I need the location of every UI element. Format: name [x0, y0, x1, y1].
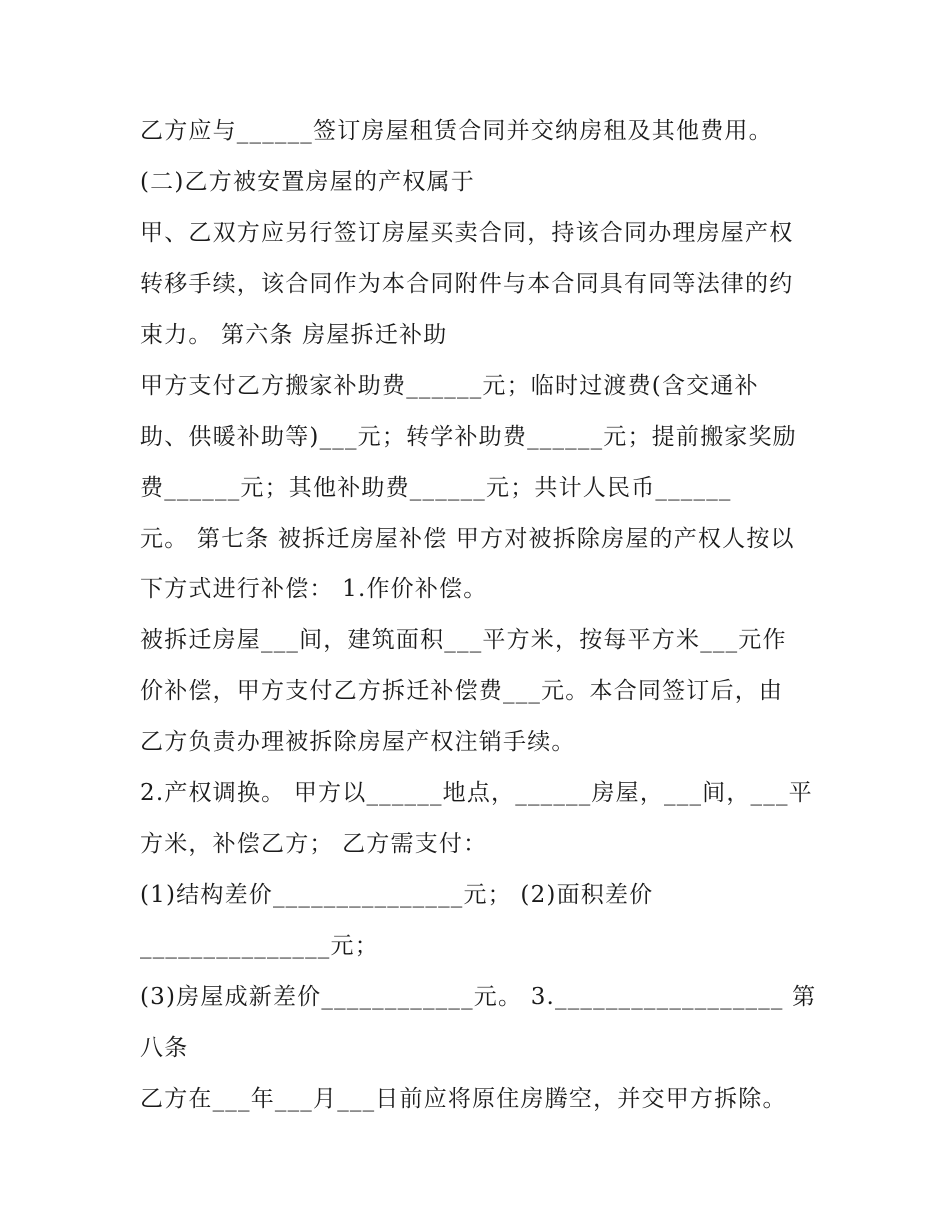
text-line: 元。 第七条 被拆迁房屋补偿 甲方对被拆除房屋的产权人按以	[140, 526, 795, 552]
text-line: 八条	[140, 1035, 189, 1061]
text-line: 下方式进行补偿： 1.作价补偿。	[140, 576, 488, 602]
text-line: _______________元；	[140, 933, 379, 959]
text-line: 费______元；其他补助费______元；共计人民币______	[140, 475, 732, 501]
text-line: 方米，补偿乙方； 乙方需支付：	[140, 831, 488, 857]
text-line: (二)乙方被安置房屋的产权属于	[140, 169, 475, 195]
text-line: (1)结构差价_______________元； (2)面积差价	[140, 882, 654, 908]
text-line: 价补偿，甲方支付乙方拆迁补偿费___元。本合同签订后，由	[140, 678, 784, 704]
text-line: 甲、乙双方应另行签订房屋买卖合同，持该合同办理房屋产权	[140, 220, 794, 246]
text-line: 乙方在___年___月___日前应将原住房腾空，并交甲方拆除。	[140, 1086, 787, 1112]
text-line: 甲方支付乙方搬家补助费______元；临时过渡费(含交通补	[140, 373, 759, 399]
text-line: (3)房屋成新差价____________元。 3.__________________ 第	[140, 984, 817, 1010]
text-line: 束力。 第六条 房屋拆迁补助	[140, 322, 448, 348]
text-line: 2.产权调换。 甲方以______地点，______房屋，___间，___平	[140, 780, 813, 806]
text-line: 助、供暖补助等)___元；转学补助费______元；提前搬家奖励	[140, 424, 797, 450]
text-line: 乙方应与______签订房屋租赁合同并交纳房租及其他费用。	[140, 118, 773, 144]
text-line: 被拆迁房屋___间，建筑面积___平方米，按每平方米___元作	[140, 627, 787, 653]
text-line: 乙方负责办理被拆除房屋产权注销手续。	[140, 729, 576, 755]
text-line: 转移手续，该合同作为本合同附件与本合同具有同等法律的约	[140, 271, 794, 297]
